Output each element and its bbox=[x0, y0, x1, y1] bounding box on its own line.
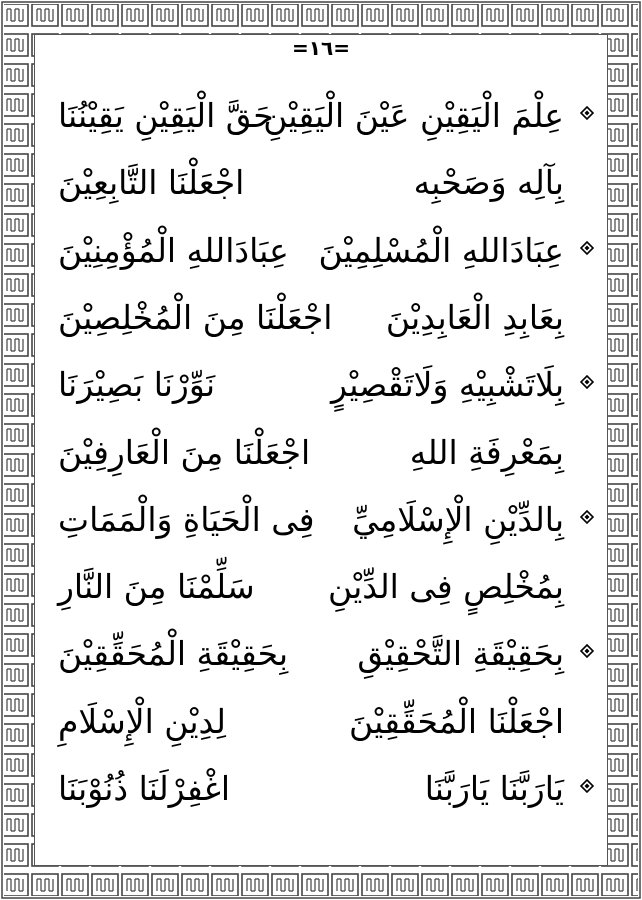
verse-first-hemistich: بِآلِه وَصَحْبِه bbox=[413, 163, 564, 203]
verse-line bbox=[48, 690, 594, 754]
verse-line bbox=[48, 555, 594, 619]
verse-second-hemistich: فِى الْحَيَاةِ وَالْمَمَاتِ bbox=[58, 499, 315, 539]
verse-second-hemistich: حَقَّ الْيَقِيْنِ يَقِيْنُنَا bbox=[58, 96, 274, 135]
verse-first-hemistich: اجْعَلْنَا الْمُحَقِّقِيْنَ bbox=[349, 701, 564, 741]
verse-line bbox=[48, 286, 594, 350]
verse-first-hemistich: يَارَبَّنَا يَارَبَّنَا bbox=[424, 769, 564, 808]
verse-second-hemistich: لِدِيْنِ الْإِسْلَامِ bbox=[58, 701, 226, 741]
diamond-bullet-icon bbox=[580, 510, 594, 524]
verse-line bbox=[48, 421, 594, 485]
verse-second-hemistich: اجْعَلْنَا مِنَ الْعَارِفِيْنَ bbox=[58, 432, 311, 472]
verse-line bbox=[48, 219, 594, 283]
diamond-bullet-icon bbox=[580, 779, 594, 793]
verse-line bbox=[48, 622, 594, 686]
diamond-bullet-icon bbox=[580, 375, 594, 389]
verse-second-hemistich: سَلِّمْنَا مِنَ النَّارِ bbox=[58, 567, 255, 607]
verse-second-hemistich: عِبَادَاللهِ الْمُؤْمِنِيْنَ bbox=[58, 230, 289, 270]
verse-first-hemistich: بِعَابِدِ الْعَابِدِيْنَ bbox=[385, 297, 564, 337]
verse-first-hemistich: عِلْمَ الْيَقِيْنِ عَيْنَ الْيَقِيْنِ bbox=[263, 96, 564, 135]
verse-first-hemistich: عِبَادَاللهِ الْمُسْلِمِيْنَ bbox=[318, 230, 564, 270]
verse-second-hemistich: اجْعَلْنَا التَّابِعِيْنَ bbox=[58, 163, 245, 203]
verse-first-hemistich: بِمُخْلِصٍ فِى الدِّيْنِ bbox=[327, 567, 564, 607]
verse-line bbox=[48, 488, 594, 552]
verse-second-hemistich: اجْعَلْنَا مِنَ الْمُخْلِصِيْنَ bbox=[58, 297, 333, 337]
verse-second-hemistich: بِحَقِيْقَةِ الْمُحَقِّقِيْنَ bbox=[58, 634, 289, 674]
verse-line bbox=[48, 84, 594, 148]
verse-line bbox=[48, 151, 594, 215]
verse-first-hemistich: بِالدِّيْنِ الْإِسْلَامِيِّ bbox=[352, 499, 564, 539]
diamond-bullet-icon bbox=[580, 106, 594, 120]
verse-first-hemistich: بِمَعْرِفَةِ اللهِ bbox=[409, 432, 564, 472]
page-number: =١٦= bbox=[292, 36, 350, 60]
verse-line bbox=[48, 353, 594, 417]
diamond-bullet-icon bbox=[580, 644, 594, 658]
verse-second-hemistich: نَوِّرْنَا بَصِيْرَنَا bbox=[58, 365, 216, 405]
verse-first-hemistich: بِحَقِيْقَةِ التَّحْقِيْقِ bbox=[357, 634, 564, 674]
verse-first-hemistich: بِلَاتَشْبِيْهِ وَلَاتَقْصِيْرٍ bbox=[330, 365, 564, 405]
diamond-bullet-icon bbox=[580, 241, 594, 255]
verse-second-hemistich: اغْفِرْلَنَا ذُنُوْبَنَا bbox=[58, 769, 231, 808]
verse-line bbox=[48, 757, 594, 821]
